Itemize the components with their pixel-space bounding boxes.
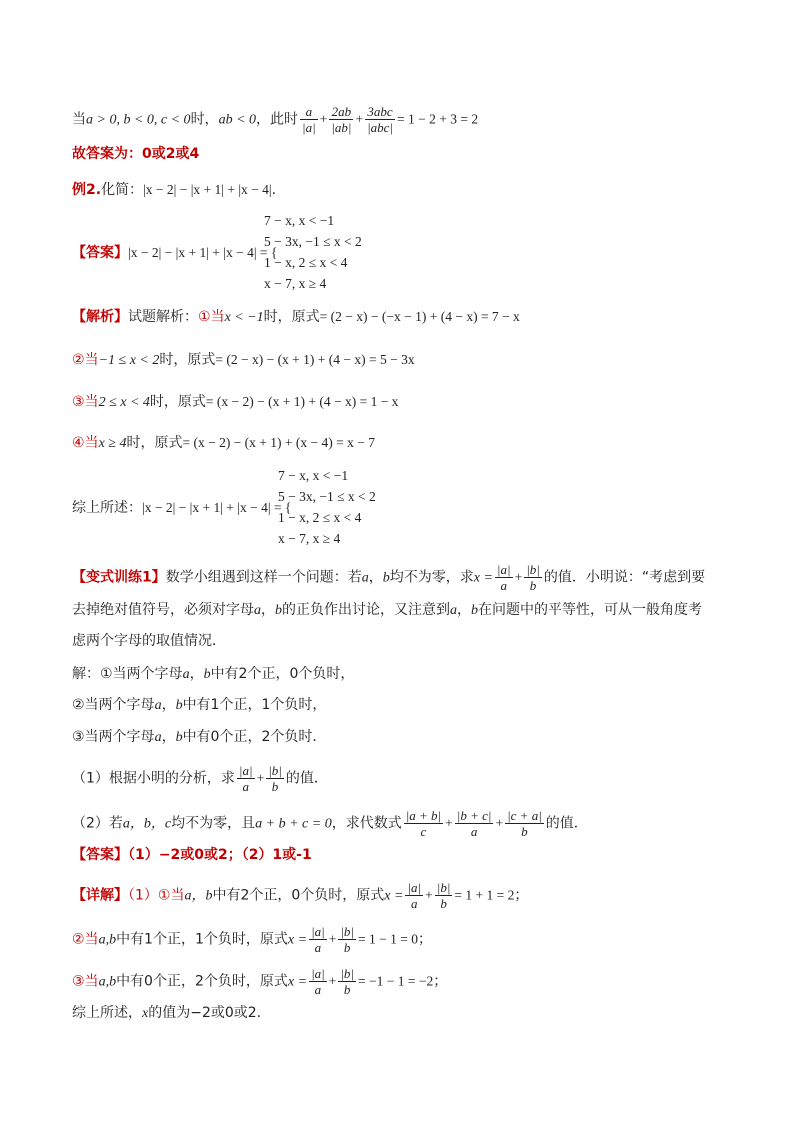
text: 化简： [101, 182, 144, 198]
fraction: $\frac{|a|}{a}$ [407, 880, 422, 911]
variant-line-1 [72, 562, 705, 593]
expression: = (2 − x) − (−x − 1) + (4 − x) = 7 − x [319, 309, 520, 324]
text: . [271, 182, 277, 198]
text: 解：①当两个字母 [72, 666, 183, 682]
solution-2 [72, 695, 326, 716]
analysis-case-3 [72, 392, 398, 413]
text: 时，原式 [126, 435, 183, 451]
case-2: 5 − 3x, −1 ≤ x < 2 [278, 489, 376, 504]
text: 的值． [285, 770, 328, 787]
text: 中有1个正，1个负时， [182, 697, 327, 713]
plus: + [328, 931, 337, 947]
text: 中有2个正，0个负时， [210, 666, 355, 682]
text: ，求代数式 [331, 815, 402, 832]
text: ， [161, 729, 176, 745]
text: 的值． [545, 815, 588, 832]
analysis-case-4 [72, 433, 375, 454]
detail-tag: 【详解】 [72, 887, 128, 904]
fraction: $\frac{|a|}{a}$ [311, 924, 325, 955]
x-equals: x = [287, 932, 308, 948]
text: 数学小组遇到这样一个问题：若 [165, 569, 362, 586]
fraction: $\frac{|c + a|}{b}$ [507, 808, 542, 839]
text: 中有1个正，1个负时，原式 [116, 931, 288, 948]
var-a: a [254, 603, 261, 618]
text: （1）根据小明的分析，求 [72, 770, 235, 787]
text: （2）若 [72, 815, 123, 832]
answer-text: （1）−2或0或2；（2）1或-1 [128, 847, 312, 863]
answer-3 [72, 845, 312, 865]
text: ； [433, 973, 448, 990]
var-b: b [382, 570, 390, 586]
vars: a，b，c [122, 816, 172, 832]
x-equals: x = [473, 570, 493, 586]
plus: + [514, 569, 523, 585]
text: ； [514, 887, 529, 904]
condition: −1 ≤ x < 2 [98, 353, 160, 368]
text: 的值．小明说：“考虑到要 [543, 569, 706, 586]
detail-2 [72, 924, 432, 955]
x-equals: x = [287, 974, 308, 990]
text: 时， [190, 111, 219, 128]
fraction: $\frac{|b|}{b}$ [268, 763, 282, 794]
plus: + [355, 111, 364, 127]
case-1: 7 − x, x < −1 [264, 213, 335, 228]
expression: = (2 − x) − (x + 1) + (4 − x) = 5 − 3x [215, 352, 415, 367]
text: ， [161, 697, 176, 713]
text: 时，原式 [159, 352, 216, 368]
plus: + [328, 973, 337, 989]
text: 去掉绝对值符号，必须对字母 [72, 602, 254, 618]
line-1 [72, 104, 478, 135]
text: ③当 [72, 394, 99, 410]
var-b: b [275, 603, 282, 618]
text: 综上所述： [72, 500, 142, 516]
text: ； [417, 931, 432, 948]
analysis-case-2 [72, 350, 415, 371]
text: 均不为零，求 [389, 569, 474, 586]
question-1 [72, 763, 328, 794]
fraction: $\frac{|a + b|}{c}$ [405, 808, 442, 839]
text: ①当 [198, 309, 225, 325]
fraction: $\frac{|a|}{a}$ [311, 966, 325, 997]
text: ， [261, 602, 275, 618]
var-b: b [471, 603, 478, 618]
var-a: a [182, 667, 190, 682]
var-a: a [154, 698, 162, 713]
detail-3 [72, 966, 447, 997]
text: ， [457, 602, 471, 618]
text: 时，原式 [149, 394, 206, 410]
text: 中有0个正，2个负时． [182, 729, 327, 745]
fraction: $\frac{\text{3abc}}{\text{|abc|}}$ [367, 104, 393, 135]
example-2 [72, 180, 276, 200]
var-b: b [175, 730, 183, 745]
plus: + [256, 770, 265, 786]
var-b: b [175, 698, 183, 713]
plus: + [319, 111, 328, 127]
expression: = (x − 2) − (x + 1) + (x − 4) = x − 7 [182, 435, 375, 450]
condition: a + b + c = 0 [255, 816, 332, 832]
x-equals: x = [384, 888, 404, 904]
detail-1 [72, 880, 528, 911]
case-3: 1 − x, 2 ≤ x < 4 [278, 510, 362, 525]
text: ③当两个字母 [72, 729, 155, 745]
summary-cases-block [278, 465, 376, 549]
answer-2 [72, 243, 277, 263]
ab-condition: ab < 0 [218, 112, 257, 128]
expression: |x − 2| − |x + 1| + |x − 4| [143, 182, 272, 197]
text: 中有0个正，2个负时，原式 [116, 973, 288, 990]
variant-tag: 【变式训练1】 [72, 569, 166, 586]
text: 均不为零，且 [171, 815, 256, 832]
condition: 2 ≤ x < 4 [98, 395, 150, 410]
text: ，此时 [256, 111, 299, 128]
var-a: a [450, 603, 457, 618]
analysis-tag: 【解析】 [72, 309, 128, 325]
detail-final [72, 1003, 261, 1024]
answer-tag: 【答案】 [72, 847, 128, 863]
fraction: $\frac{2ab}{|ab|}$ [331, 104, 352, 135]
variant-line-2 [72, 600, 702, 621]
text: （1）①当 [128, 887, 185, 904]
result: = 1 + 1 = 2 [454, 887, 515, 903]
example-label: 例2. [72, 182, 102, 198]
var-a: a [154, 730, 162, 745]
text: ③当 [72, 973, 99, 990]
vars: a，b [184, 888, 213, 904]
var-b: b [203, 667, 211, 682]
expression: = (x − 2) − (x + 1) + (4 − x) = 1 − x [205, 394, 399, 409]
fraction: $\frac{|b|}{b}$ [436, 880, 451, 911]
var-a: a [361, 570, 369, 586]
text: ②当 [72, 352, 99, 368]
fraction: $\frac{|a|}{a}$ [238, 763, 253, 794]
solution-3 [72, 727, 326, 748]
text: ， [189, 666, 204, 682]
result: = 1 − 2 + 3 = 2 [397, 111, 479, 127]
case-4: x − 7, x ≥ 4 [278, 531, 341, 546]
fraction: $\frac{|a|}{a}$ [496, 562, 511, 593]
text: ②当 [72, 931, 99, 948]
condition: x < −1 [224, 310, 264, 325]
analysis-case-1 [72, 307, 520, 328]
variant-line-3: 虑两个字母的取值情况． [72, 633, 226, 649]
summary [72, 498, 291, 518]
text: 当 [72, 111, 86, 128]
question-2 [72, 808, 588, 839]
plus: + [425, 887, 433, 903]
text: 综上所述， [72, 1005, 142, 1021]
fraction: $\frac{|b|}{b}$ [340, 924, 354, 955]
fraction: $\frac{|b|}{b}$ [340, 966, 354, 997]
answer-line-1: 故答案为：0或2或4 [72, 146, 200, 162]
var-x: x [142, 1006, 149, 1021]
cases-block [264, 210, 362, 294]
condition: x ≥ 4 [98, 436, 127, 451]
vars: a,b [98, 932, 117, 948]
text: ②当两个字母 [72, 697, 155, 713]
plus: + [495, 815, 504, 831]
solution-1 [72, 664, 354, 685]
result: = −1 − 1 = −2 [358, 973, 434, 989]
case-4: x − 7, x ≥ 4 [264, 276, 327, 291]
fraction: $\frac{|b + c|}{a}$ [456, 808, 492, 839]
text: ④当 [72, 435, 99, 451]
answer-tag: 【答案】 [72, 245, 128, 261]
vars: a,b [98, 974, 117, 990]
text: 试题解析： [128, 309, 198, 325]
expression: |x − 2| − |x + 1| + |x − 4| = { [128, 245, 278, 260]
case-1: 7 − x, x < −1 [278, 468, 349, 483]
fraction: $\frac{|b|}{b}$ [526, 562, 540, 593]
case-3: 1 − x, 2 ≤ x < 4 [264, 255, 348, 270]
result: = 1 − 1 = 0 [358, 931, 418, 947]
text: ， [368, 569, 383, 586]
case-2: 5 − 3x, −1 ≤ x < 2 [264, 234, 362, 249]
text: 的正负作出讨论，又注意到 [282, 602, 450, 618]
text: 中有2个正，0个负时，原式 [212, 887, 385, 904]
text: 时，原式 [263, 309, 320, 325]
text: 的值为−2或0或2. [148, 1005, 262, 1021]
fraction: $\frac{a}{|a|}$ [302, 104, 316, 135]
text: 在问题中的平等性，可从一般角度考 [478, 602, 702, 618]
expression: |x − 2| − |x + 1| + |x − 4| = { [142, 500, 292, 515]
condition: a > 0, b < 0, c < 0 [86, 112, 191, 128]
plus: + [445, 815, 453, 831]
